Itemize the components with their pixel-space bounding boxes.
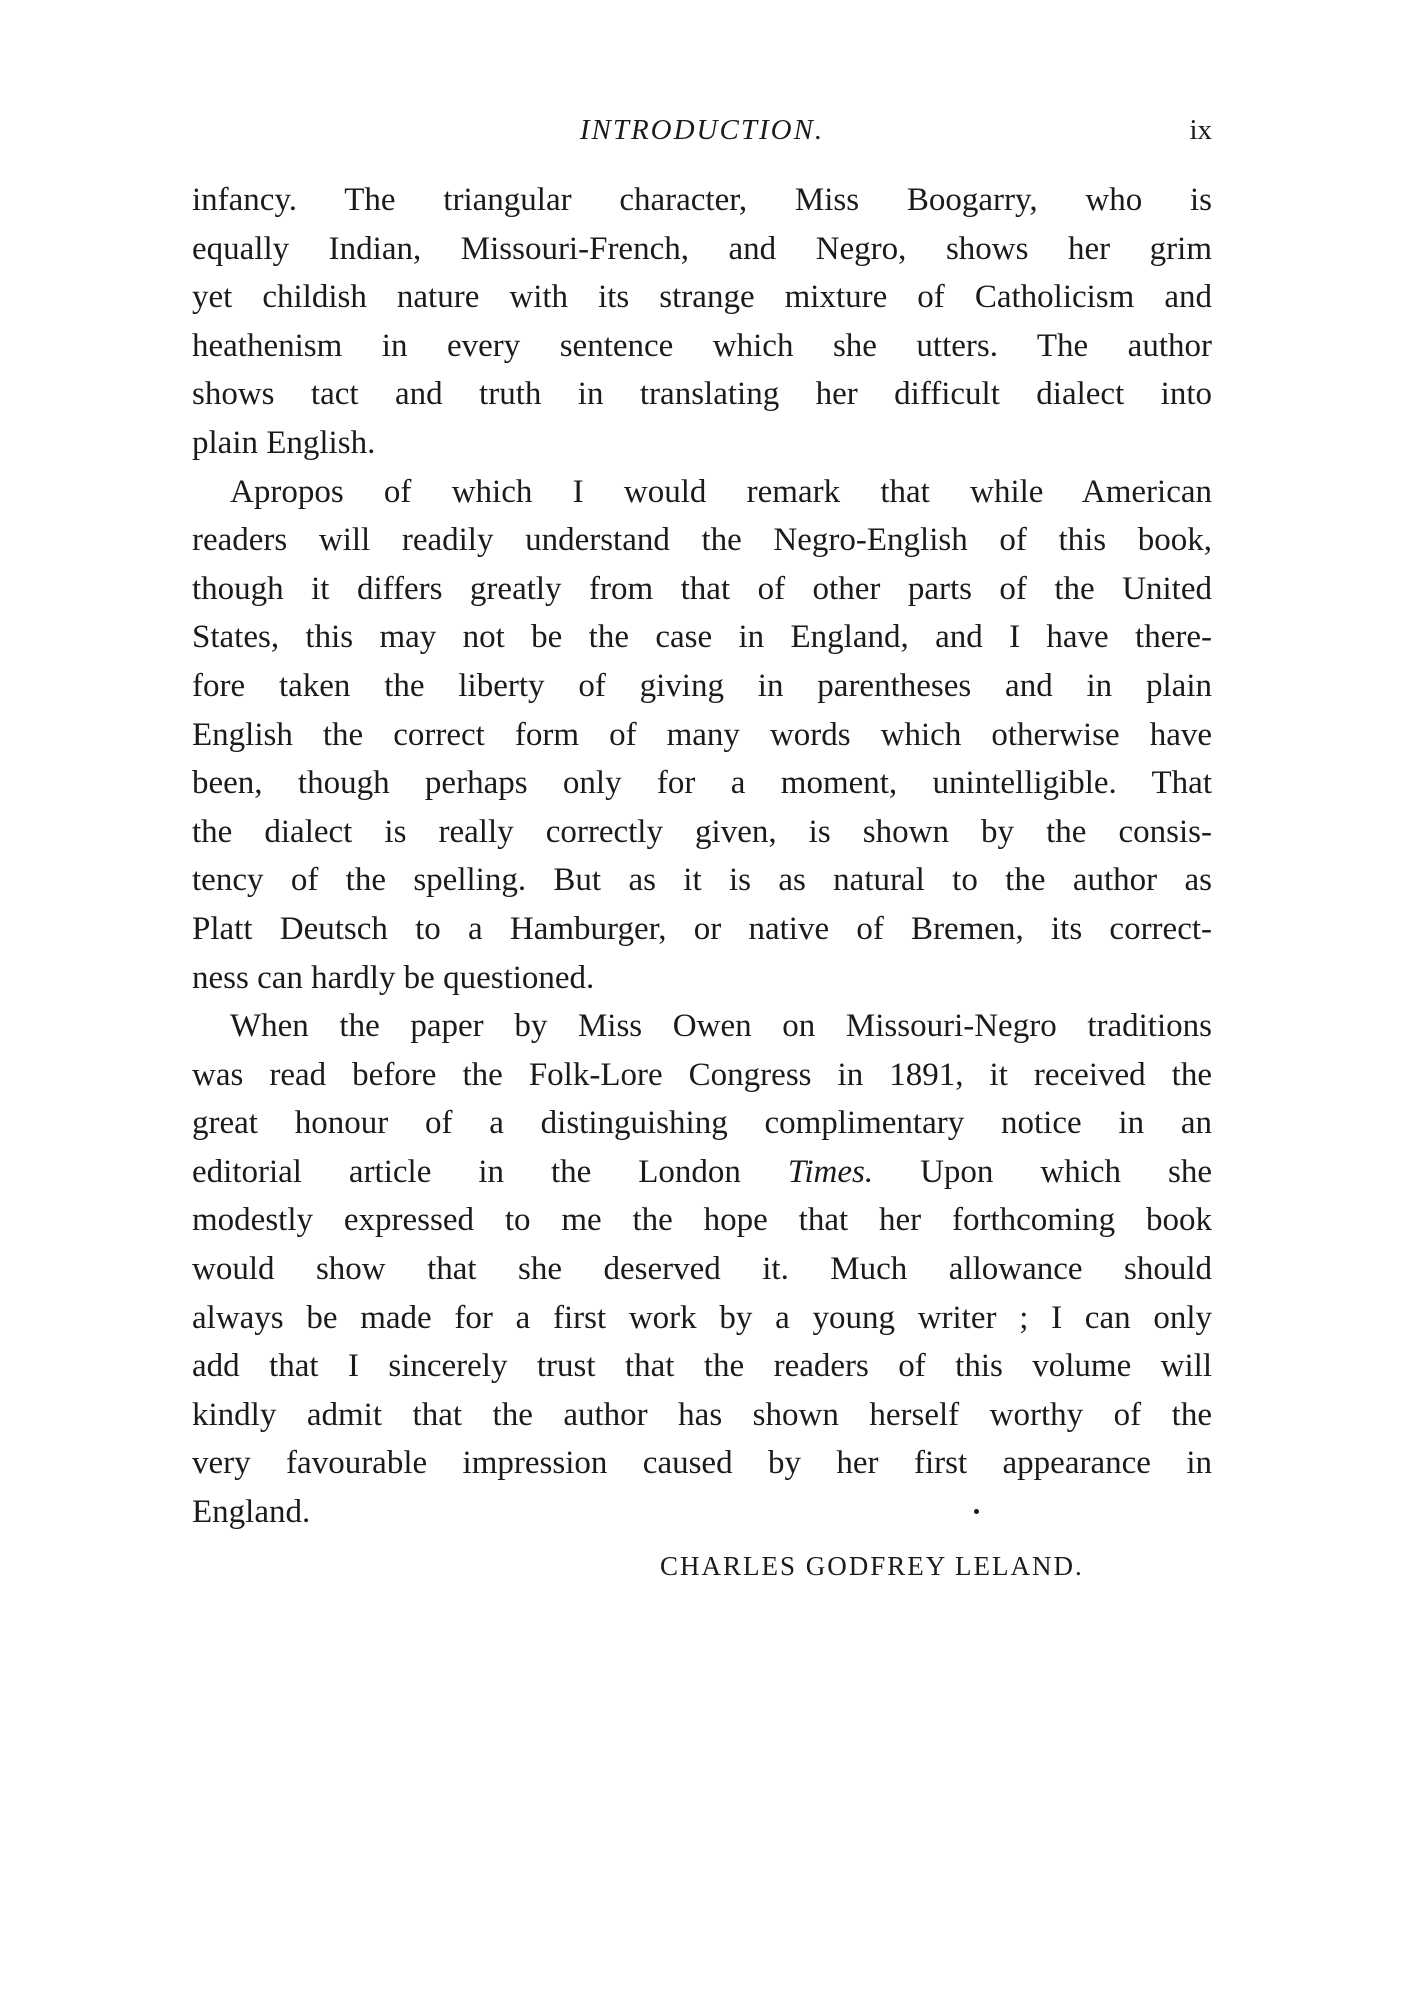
text-line: plain English.	[192, 424, 376, 461]
text-line: yet childish nature with its strange mixture of Catholicism and	[192, 279, 1212, 316]
running-header	[192, 110, 1212, 150]
chapter-title: INTRODUCTION.	[579, 114, 825, 146]
text-line: Apropos of which I would remark that while American	[230, 473, 1212, 510]
text-line: heathenism in every sentence which she utters. The author	[192, 327, 1212, 364]
text-line: equally Indian, Missouri-French, and Negro, shows her grim	[192, 230, 1212, 267]
text-line: England.	[192, 1494, 311, 1531]
italic-title: Times.	[787, 1153, 874, 1190]
text-line: great honour of a distinguishing complimentary notice in an	[192, 1105, 1212, 1142]
paragraph-2	[192, 468, 1212, 1003]
text-line: always be made for a first work by a young writer ; I can only	[192, 1299, 1212, 1336]
text-line: ness can hardly be questioned.	[192, 959, 595, 996]
text-line: infancy. The triangular character, Miss Boogarry, who is	[192, 182, 1212, 218]
text-line: readers will readily understand the Negro-English of this book,	[192, 522, 1212, 559]
text-line: kindly admit that the author has shown herself worthy of the	[192, 1396, 1212, 1433]
text-segment: Upon which she	[873, 1153, 1212, 1190]
text-line: Platt Deutsch to a Hamburger, or native of Bremen, its correct-	[192, 910, 1212, 947]
text-line: the dialect is really correctly given, is shown by the consis-	[192, 813, 1212, 850]
body-text	[192, 176, 1212, 1537]
text-line: tency of the spelling. But as it is as natural to the author as	[192, 862, 1212, 899]
author-signature: CHARLES GODFREY LELAND.	[660, 1551, 1084, 1581]
text-line: was read before the Folk-Lore Congress in 1891, it received the	[192, 1056, 1212, 1093]
text-line: States, this may not be the case in England, and I have there-	[192, 619, 1212, 656]
paragraph-3	[192, 1002, 1212, 1537]
text-line: English the correct form of many words which otherwise have	[192, 716, 1212, 753]
text-line-with-italic	[192, 1148, 1212, 1197]
text-line: When the paper by Miss Owen on Missouri-Negro traditions	[230, 1008, 1212, 1045]
page-number: ix	[1189, 114, 1212, 146]
text-line: modestly expressed to me the hope that her forthcoming book	[192, 1202, 1212, 1239]
text-line: would show that she deserved it. Much allowance should	[192, 1251, 1212, 1288]
text-line: fore taken the liberty of giving in parentheses and in plain	[192, 667, 1212, 704]
text-segment: editorial article in the London	[192, 1153, 788, 1190]
text-line: though it differs greatly from that of other parts of the United	[192, 570, 1212, 607]
paragraph-1	[192, 176, 1212, 468]
text-line: very favourable impression caused by her first appearance in	[192, 1445, 1212, 1482]
stray-dot	[974, 1509, 979, 1514]
text-line: been, though perhaps only for a moment, unintelligible. That	[192, 765, 1212, 802]
text-line: add that I sincerely trust that the readers of this volume will	[192, 1348, 1212, 1385]
text-line: shows tact and truth in translating her difficult dialect into	[192, 376, 1212, 413]
